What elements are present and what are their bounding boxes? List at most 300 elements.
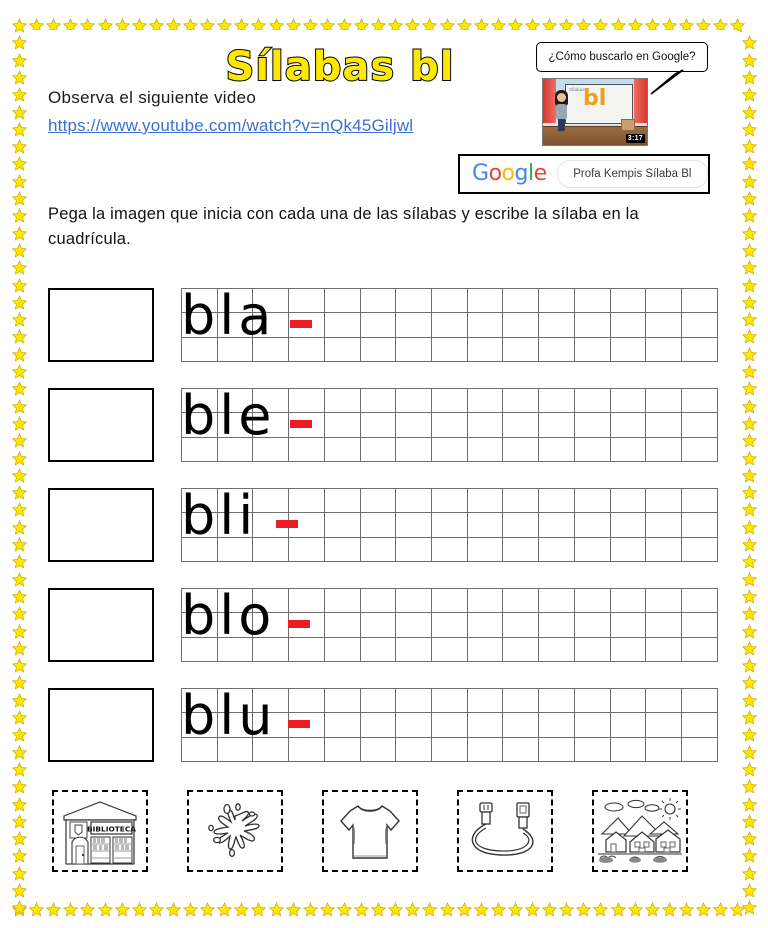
grid-cell[interactable] xyxy=(646,537,682,561)
grid-cell[interactable] xyxy=(610,289,646,313)
usb-cable-icon xyxy=(459,792,551,870)
star-icon xyxy=(12,416,27,431)
star-icon xyxy=(474,902,489,917)
grid-cell[interactable] xyxy=(646,337,682,361)
grid-cell[interactable] xyxy=(539,713,575,737)
star-icon xyxy=(742,710,757,725)
grid-cell[interactable] xyxy=(539,637,575,661)
grid-cell[interactable] xyxy=(253,489,289,513)
grid-cell[interactable] xyxy=(682,437,718,461)
picture-card-cable[interactable] xyxy=(457,790,553,872)
grid-cell[interactable] xyxy=(646,513,682,537)
grid-cell[interactable] xyxy=(396,737,432,761)
grid-cell[interactable] xyxy=(682,637,718,661)
picture-card-biblioteca[interactable] xyxy=(52,790,148,872)
grid-cell[interactable] xyxy=(503,513,539,537)
grid-cell[interactable] xyxy=(360,389,396,413)
grid-cell[interactable] xyxy=(360,489,396,513)
star-icon xyxy=(696,902,711,917)
grid-cell[interactable] xyxy=(432,389,468,413)
grid-cell[interactable] xyxy=(432,289,468,313)
grid-cell[interactable] xyxy=(467,437,503,461)
grid-cell[interactable] xyxy=(432,637,468,661)
grid-cell[interactable] xyxy=(324,313,360,337)
star-icon xyxy=(742,675,757,690)
grid-cell[interactable] xyxy=(396,637,432,661)
video-thumbnail[interactable] xyxy=(542,78,648,146)
red-dash-marker xyxy=(290,420,312,428)
grid-cell[interactable] xyxy=(289,689,325,713)
grid-cell[interactable] xyxy=(289,289,325,313)
grid-cell[interactable] xyxy=(324,437,360,461)
grid-cell[interactable] xyxy=(324,589,360,613)
grid-cell[interactable] xyxy=(324,413,360,437)
grid-cell[interactable] xyxy=(574,289,610,313)
grid-cell[interactable] xyxy=(503,489,539,513)
red-dash-marker xyxy=(288,720,310,728)
star-icon xyxy=(742,364,757,379)
grid-cell[interactable] xyxy=(289,589,325,613)
grid-cell[interactable] xyxy=(503,389,539,413)
star-icon xyxy=(742,468,757,483)
grid-cell[interactable] xyxy=(610,689,646,713)
grid-cell[interactable] xyxy=(539,537,575,561)
star-icon xyxy=(12,485,27,500)
grid-cell[interactable] xyxy=(289,489,325,513)
star-icon xyxy=(742,537,757,552)
grid-cell[interactable] xyxy=(539,589,575,613)
grid-cell[interactable] xyxy=(682,737,718,761)
grid-cell[interactable] xyxy=(360,689,396,713)
grid-cell[interactable] xyxy=(432,613,468,637)
star-icon xyxy=(742,329,757,344)
star-icon xyxy=(12,312,27,327)
thumb-teacher-body xyxy=(556,104,567,120)
grid-cell[interactable] xyxy=(646,313,682,337)
grid-cell[interactable] xyxy=(289,389,325,413)
grid-cell[interactable] xyxy=(574,689,610,713)
star-icon xyxy=(12,848,27,863)
grid-cell[interactable] xyxy=(396,537,432,561)
grid-cell[interactable] xyxy=(467,589,503,613)
google-search-bar[interactable] xyxy=(458,154,710,194)
grid-cell[interactable] xyxy=(324,389,360,413)
star-icon xyxy=(12,831,27,846)
grid-cell[interactable] xyxy=(432,489,468,513)
star-icon xyxy=(12,693,27,708)
grid-cell[interactable] xyxy=(610,489,646,513)
grid-cell[interactable] xyxy=(467,537,503,561)
grid-cell[interactable] xyxy=(467,337,503,361)
grid-cell[interactable] xyxy=(503,589,539,613)
star-icon xyxy=(742,243,757,258)
grid-cell[interactable] xyxy=(646,713,682,737)
grid-cell[interactable] xyxy=(539,689,575,713)
grid-cell[interactable] xyxy=(503,713,539,737)
star-icon xyxy=(742,35,757,50)
grid-cell[interactable] xyxy=(289,437,325,461)
star-icon xyxy=(12,347,27,362)
grid-cell[interactable] xyxy=(289,637,325,661)
star-icon xyxy=(491,902,506,917)
star-icon xyxy=(742,381,757,396)
star-icon xyxy=(742,105,757,120)
grid-cell[interactable] xyxy=(610,437,646,461)
grid-cell[interactable] xyxy=(682,513,718,537)
callout-tail-icon xyxy=(645,68,685,98)
star-icon xyxy=(12,70,27,85)
grid-cell[interactable] xyxy=(574,389,610,413)
grid-cell[interactable] xyxy=(682,413,718,437)
star-icon xyxy=(742,156,757,171)
syllable-vowel: u xyxy=(238,684,272,747)
grid-cell[interactable] xyxy=(503,413,539,437)
grid-cell[interactable] xyxy=(539,313,575,337)
thumb-teacher-legs xyxy=(558,119,565,131)
blot-icon xyxy=(189,792,281,870)
grid-cell[interactable] xyxy=(610,589,646,613)
grid-cell[interactable] xyxy=(574,313,610,337)
grid-cell[interactable] xyxy=(432,513,468,537)
star-icon xyxy=(742,191,757,206)
star-icon xyxy=(742,87,757,102)
syllable-consonants: bl xyxy=(181,484,239,547)
grid-cell[interactable] xyxy=(360,713,396,737)
grid-cell[interactable] xyxy=(360,737,396,761)
star-icon xyxy=(12,572,27,587)
grid-cell[interactable] xyxy=(324,513,360,537)
syllable-tracing-text xyxy=(181,685,272,747)
star-icon xyxy=(730,902,745,917)
star-icon xyxy=(12,18,27,33)
grid-cell[interactable] xyxy=(574,737,610,761)
star-icon xyxy=(12,606,27,621)
grid-cell[interactable] xyxy=(360,337,396,361)
grid-cell[interactable] xyxy=(682,337,718,361)
grid-cell[interactable] xyxy=(539,337,575,361)
grid-cell[interactable] xyxy=(503,289,539,313)
exercise-row xyxy=(48,584,738,658)
grid-cell[interactable] xyxy=(432,589,468,613)
star-icon xyxy=(742,174,757,189)
grid-cell[interactable] xyxy=(574,589,610,613)
paste-image-box[interactable] xyxy=(48,488,154,562)
grid-cell[interactable] xyxy=(610,537,646,561)
grid-cell[interactable] xyxy=(646,289,682,313)
grid-cell[interactable] xyxy=(610,637,646,661)
grid-cell[interactable] xyxy=(574,637,610,661)
grid-cell[interactable] xyxy=(467,289,503,313)
grid-cell[interactable] xyxy=(539,513,575,537)
grid-cell[interactable] xyxy=(574,713,610,737)
grid-cell[interactable] xyxy=(432,537,468,561)
grid-cell[interactable] xyxy=(574,337,610,361)
red-dash-marker xyxy=(276,520,298,528)
grid-cell[interactable] xyxy=(432,437,468,461)
grid-cell[interactable] xyxy=(467,637,503,661)
grid-cell[interactable] xyxy=(503,637,539,661)
grid-cell[interactable] xyxy=(360,313,396,337)
grid-cell[interactable] xyxy=(324,337,360,361)
grid-cell[interactable] xyxy=(396,313,432,337)
grid-cell[interactable] xyxy=(432,313,468,337)
grid-cell[interactable] xyxy=(289,737,325,761)
grid-cell[interactable] xyxy=(682,537,718,561)
grid-cell[interactable] xyxy=(432,689,468,713)
star-icon xyxy=(46,902,61,917)
grid-cell[interactable] xyxy=(253,537,289,561)
star-icon xyxy=(269,902,284,917)
exercise-row xyxy=(48,684,738,758)
grid-cell[interactable] xyxy=(610,413,646,437)
paste-image-box[interactable] xyxy=(48,588,154,662)
star-icon xyxy=(742,866,757,881)
grid-cell[interactable] xyxy=(610,737,646,761)
grid-cell[interactable] xyxy=(360,613,396,637)
grid-cell[interactable] xyxy=(503,437,539,461)
exercise-row xyxy=(48,384,738,458)
grid-cell[interactable] xyxy=(610,513,646,537)
grid-cell[interactable] xyxy=(539,289,575,313)
grid-cell[interactable] xyxy=(396,413,432,437)
star-icon xyxy=(742,606,757,621)
grid-cell[interactable] xyxy=(682,389,718,413)
grid-cell[interactable] xyxy=(289,337,325,361)
writing-grid[interactable] xyxy=(181,488,718,558)
syllable-tracing-text xyxy=(181,585,270,647)
grid-cell[interactable] xyxy=(467,313,503,337)
star-icon xyxy=(742,312,757,327)
grid-cell[interactable] xyxy=(646,437,682,461)
grid-cell[interactable] xyxy=(646,413,682,437)
grid-cell[interactable] xyxy=(432,713,468,737)
grid-cell[interactable] xyxy=(610,389,646,413)
grid-cell[interactable] xyxy=(432,413,468,437)
star-icon xyxy=(12,87,27,102)
star-icon xyxy=(12,139,27,154)
grid-cell[interactable] xyxy=(574,489,610,513)
grid-cell[interactable] xyxy=(610,713,646,737)
grid-cell[interactable] xyxy=(574,513,610,537)
grid-cell[interactable] xyxy=(360,513,396,537)
grid-cell[interactable] xyxy=(646,589,682,613)
star-icon xyxy=(388,902,403,917)
callout-text: ¿Cómo buscarlo en Google? xyxy=(548,51,696,63)
grid-cell[interactable] xyxy=(467,513,503,537)
grid-cell[interactable] xyxy=(682,313,718,337)
grid-cell[interactable] xyxy=(396,437,432,461)
blusa-icon xyxy=(324,792,416,870)
grid-cell[interactable] xyxy=(324,713,360,737)
grid-cell[interactable] xyxy=(646,737,682,761)
grid-cell[interactable] xyxy=(574,613,610,637)
star-icon xyxy=(422,902,437,917)
star-icon xyxy=(251,902,266,917)
google-logo-letter: g xyxy=(514,161,528,186)
star-icon xyxy=(742,900,757,915)
grid-cell[interactable] xyxy=(360,589,396,613)
grid-cell[interactable] xyxy=(503,537,539,561)
star-icon xyxy=(742,727,757,742)
star-icon xyxy=(80,902,95,917)
grid-cell[interactable] xyxy=(503,613,539,637)
star-icon xyxy=(183,902,198,917)
grid-cell[interactable] xyxy=(539,489,575,513)
star-icon xyxy=(12,260,27,275)
star-icon xyxy=(115,902,130,917)
grid-cell[interactable] xyxy=(539,613,575,637)
star-icon xyxy=(405,902,420,917)
grid-cell[interactable] xyxy=(396,389,432,413)
star-icon xyxy=(12,329,27,344)
thumb-curtain-right xyxy=(634,79,647,123)
paste-image-box[interactable] xyxy=(48,288,154,362)
grid-cell[interactable] xyxy=(682,589,718,613)
grid-cell[interactable] xyxy=(539,389,575,413)
grid-cell[interactable] xyxy=(467,413,503,437)
grid-cell[interactable] xyxy=(467,613,503,637)
grid-cell[interactable] xyxy=(503,737,539,761)
star-icon xyxy=(12,433,27,448)
syllable-vowel: o xyxy=(238,584,271,647)
google-search-input[interactable]: Profa Kempis Sílaba Bl xyxy=(557,160,708,188)
star-icon xyxy=(12,900,27,915)
grid-cell[interactable] xyxy=(610,613,646,637)
grid-cell[interactable] xyxy=(360,537,396,561)
star-icon xyxy=(12,226,27,241)
grid-cell[interactable] xyxy=(682,613,718,637)
grid-cell[interactable] xyxy=(324,737,360,761)
grid-cell[interactable] xyxy=(682,689,718,713)
picture-card-blot[interactable] xyxy=(187,790,283,872)
star-icon xyxy=(742,520,757,535)
grid-cell[interactable] xyxy=(646,489,682,513)
star-icon xyxy=(742,347,757,362)
youtube-link[interactable]: https://www.youtube.com/watch?v=nQk45Giljwl xyxy=(48,116,414,135)
grid-cell[interactable] xyxy=(467,713,503,737)
grid-cell[interactable] xyxy=(682,489,718,513)
star-icon xyxy=(12,105,27,120)
grid-cell[interactable] xyxy=(539,437,575,461)
grid-cell[interactable] xyxy=(324,613,360,637)
grid-row xyxy=(182,513,718,537)
grid-cell[interactable] xyxy=(467,389,503,413)
star-icon xyxy=(12,537,27,552)
grid-cell[interactable] xyxy=(396,589,432,613)
star-icon xyxy=(742,658,757,673)
star-icon xyxy=(286,902,301,917)
star-icon xyxy=(149,902,164,917)
grid-cell[interactable] xyxy=(467,489,503,513)
star-icon xyxy=(12,399,27,414)
star-icon xyxy=(12,762,27,777)
grid-cell[interactable] xyxy=(396,613,432,637)
grid-cell[interactable] xyxy=(324,537,360,561)
star-icon xyxy=(742,814,757,829)
grid-cell[interactable] xyxy=(396,513,432,537)
syllable-tracing-text xyxy=(181,485,252,547)
grid-cell[interactable] xyxy=(503,313,539,337)
grid-cell[interactable] xyxy=(396,289,432,313)
syllable-tracing-text xyxy=(181,285,270,347)
grid-cell[interactable] xyxy=(503,689,539,713)
star-icon xyxy=(12,295,27,310)
grid-cell[interactable] xyxy=(682,713,718,737)
grid-cell[interactable] xyxy=(324,289,360,313)
grid-cell[interactable] xyxy=(396,713,432,737)
grid-cell[interactable] xyxy=(396,489,432,513)
star-icon xyxy=(742,848,757,863)
grid-cell[interactable] xyxy=(539,413,575,437)
star-icon xyxy=(742,226,757,241)
grid-cell[interactable] xyxy=(324,689,360,713)
paste-image-box[interactable] xyxy=(48,688,154,762)
paste-image-box[interactable] xyxy=(48,388,154,462)
grid-cell[interactable] xyxy=(324,637,360,661)
star-icon xyxy=(12,208,27,223)
star-icon xyxy=(12,191,27,206)
star-icon xyxy=(611,902,626,917)
grid-cell[interactable] xyxy=(432,337,468,361)
grid-cell[interactable] xyxy=(467,689,503,713)
grid-cell[interactable] xyxy=(610,313,646,337)
grid-cell[interactable] xyxy=(360,413,396,437)
star-icon xyxy=(12,866,27,881)
star-icon xyxy=(742,693,757,708)
star-icon xyxy=(98,902,113,917)
grid-cell[interactable] xyxy=(396,337,432,361)
grid-cell[interactable] xyxy=(646,637,682,661)
grid-cell[interactable] xyxy=(539,737,575,761)
grid-cell[interactable] xyxy=(432,737,468,761)
picture-card-pueblo[interactable] xyxy=(592,790,688,872)
star-icon xyxy=(12,35,27,50)
grid-cell[interactable] xyxy=(360,289,396,313)
grid-row xyxy=(182,537,718,561)
grid-cell[interactable] xyxy=(360,637,396,661)
star-icon xyxy=(542,902,557,917)
grid-cell[interactable] xyxy=(610,337,646,361)
grid-cell[interactable] xyxy=(682,289,718,313)
picture-card-blusa[interactable] xyxy=(322,790,418,872)
red-dash-marker xyxy=(290,320,312,328)
star-icon xyxy=(12,381,27,396)
observa-label: Observa el siguiente video xyxy=(48,88,257,107)
star-icon xyxy=(742,416,757,431)
grid-cell[interactable] xyxy=(646,689,682,713)
grid-cell[interactable] xyxy=(396,689,432,713)
grid-cell[interactable] xyxy=(646,613,682,637)
star-icon xyxy=(337,902,352,917)
grid-cell[interactable] xyxy=(467,737,503,761)
grid-cell[interactable] xyxy=(574,413,610,437)
grid-cell[interactable] xyxy=(289,537,325,561)
grid-cell[interactable] xyxy=(646,389,682,413)
thumb-desk xyxy=(621,119,635,131)
star-icon xyxy=(12,122,27,137)
grid-cell[interactable] xyxy=(574,437,610,461)
google-logo xyxy=(472,163,547,185)
grid-cell[interactable] xyxy=(360,437,396,461)
grid-cell[interactable] xyxy=(574,537,610,561)
grid-cell[interactable] xyxy=(324,489,360,513)
syllable-consonants: bl xyxy=(181,384,239,447)
grid-cell[interactable] xyxy=(503,337,539,361)
star-icon xyxy=(742,451,757,466)
star-icon xyxy=(12,589,27,604)
star-icon xyxy=(12,174,27,189)
star-icon xyxy=(508,902,523,917)
